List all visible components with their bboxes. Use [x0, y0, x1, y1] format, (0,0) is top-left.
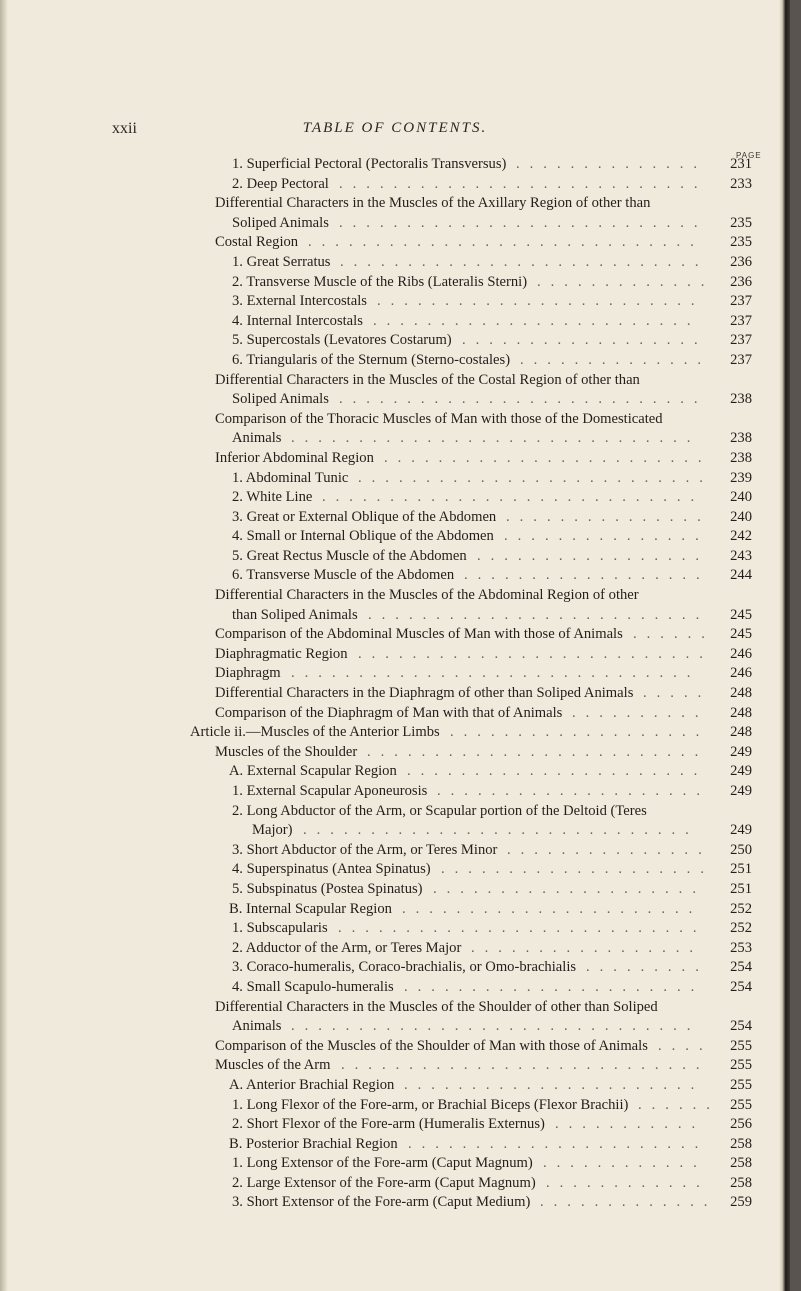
- toc-entry-page: 245: [730, 626, 752, 643]
- toc-entry-title: Comparison of the Abdominal Muscles of Man with those of Animals: [215, 626, 623, 643]
- toc-entry: [0, 391, 790, 411]
- toc-entry: [0, 1175, 790, 1195]
- toc-entry: [0, 979, 790, 999]
- toc-entry-title: Differential Characters in the Muscles of the Axillary Region of other than: [215, 195, 651, 212]
- table-of-contents: [0, 156, 790, 1214]
- leader-dots: .............: [540, 1194, 718, 1211]
- toc-entry: [0, 1038, 790, 1058]
- toc-entry: [0, 450, 790, 470]
- toc-entry: [0, 195, 790, 215]
- toc-entry-title: 5. Supercostals (Levatores Costarum): [232, 332, 452, 349]
- leader-dots: ......................: [407, 763, 708, 780]
- toc-entry: [0, 724, 790, 744]
- leader-dots: ......................: [402, 900, 703, 917]
- toc-entry: [0, 509, 790, 529]
- toc-entry-title: Inferior Abdominal Region: [215, 449, 374, 466]
- leader-dots: ..........: [572, 704, 709, 721]
- running-title: TABLE OF CONTENTS.: [302, 120, 488, 136]
- toc-entry-title: 3. Great or External Oblique of the Abdomen: [232, 508, 497, 525]
- leader-dots: .................: [471, 939, 704, 956]
- toc-entry-title: 2. Large Extensor of the Fore-arm (Caput Magnum): [232, 1174, 536, 1191]
- toc-entry-page: 237: [730, 293, 752, 310]
- toc-entry: [0, 1077, 790, 1097]
- toc-entry-title: 2. White Line: [232, 489, 313, 506]
- toc-entry-page: 238: [730, 449, 752, 466]
- leader-dots: ..............................: [291, 430, 701, 447]
- leader-dots: ......: [638, 1096, 720, 1113]
- toc-entry-title: 1. Abdominal Tunic: [232, 469, 349, 486]
- toc-entry-page: 258: [730, 1174, 752, 1191]
- toc-entry-title: 1. Great Serratus: [232, 253, 331, 270]
- leader-dots: ..............................: [291, 665, 701, 682]
- toc-entry-title: Muscles of the Shoulder: [215, 743, 358, 760]
- toc-entry: [0, 352, 790, 372]
- toc-entry-page: 240: [730, 508, 752, 525]
- toc-entry-page: 236: [730, 273, 752, 290]
- toc-entry-page: 255: [730, 1037, 752, 1054]
- leader-dots: ....: [658, 1037, 713, 1054]
- toc-entry-title: 4. Small Scapulo-humeralis: [232, 978, 394, 995]
- toc-entry-title: 5. Subspinatus (Postea Spinatus): [232, 880, 423, 897]
- toc-entry-page: 235: [730, 234, 752, 251]
- toc-entry-page: 246: [730, 645, 752, 662]
- toc-entry-title: Animals: [232, 1018, 282, 1035]
- toc-entry-page: 239: [730, 469, 752, 486]
- toc-entry-title: Differential Characters in the Muscles of the Abdominal Region of other: [215, 587, 639, 604]
- leader-dots: .............................: [303, 822, 699, 839]
- toc-entry-page: 255: [730, 1057, 752, 1074]
- leader-dots: ............: [543, 1155, 707, 1172]
- leader-dots: ...............: [507, 841, 712, 858]
- toc-entry-page: 237: [730, 332, 752, 349]
- toc-entry-title: 5. Great Rectus Muscle of the Abdomen: [232, 547, 467, 564]
- toc-entry: [0, 430, 790, 450]
- toc-entry-page: 258: [730, 1155, 752, 1172]
- leader-dots: ............................: [322, 489, 705, 506]
- leader-dots: ............: [546, 1174, 710, 1191]
- toc-entry-page: 246: [730, 665, 752, 682]
- toc-entry: [0, 665, 790, 685]
- toc-entry: [0, 411, 790, 431]
- toc-entry-page: 250: [730, 841, 752, 858]
- toc-entry: [0, 1155, 790, 1175]
- toc-entry-page: 254: [730, 959, 752, 976]
- leader-dots: ......................: [408, 1135, 709, 1152]
- toc-entry-page: 238: [730, 430, 752, 447]
- toc-entry-title: 4. Superspinatus (Antea Spinatus): [232, 861, 431, 878]
- toc-entry-title: 1. Long Flexor of the Fore-arm, or Brachial Biceps (Flexor Brachii): [232, 1096, 629, 1113]
- toc-entry-page: 254: [730, 978, 752, 995]
- toc-entry: [0, 1018, 790, 1038]
- leader-dots: ..............: [520, 351, 712, 368]
- toc-entry-title: B. Posterior Brachial Region: [229, 1135, 398, 1152]
- toc-entry: [0, 548, 790, 568]
- toc-entry-page: 238: [730, 391, 752, 408]
- toc-entry: [0, 705, 790, 725]
- leader-dots: ...........................: [341, 1057, 710, 1074]
- leader-dots: ........................: [373, 312, 701, 329]
- leader-dots: ...........: [555, 1116, 706, 1133]
- leader-dots: ...........................: [339, 175, 708, 192]
- toc-entry-title: 4. Small or Internal Oblique of the Abdomen: [232, 528, 494, 545]
- toc-entry: [0, 744, 790, 764]
- toc-entry-title: A. External Scapular Region: [229, 763, 397, 780]
- toc-entry-title: Differential Characters in the Muscles of the Costal Region of other than: [215, 371, 640, 388]
- toc-entry-title: 3. Short Extensor of the Fore-arm (Caput Medium): [232, 1194, 531, 1211]
- leader-dots: ..............................: [291, 1018, 701, 1035]
- toc-entry: [0, 646, 790, 666]
- toc-entry-page: 236: [730, 253, 752, 270]
- leader-dots: ......................: [404, 978, 705, 995]
- toc-entry: [0, 607, 790, 627]
- toc-entry: [0, 156, 790, 176]
- leader-dots: .........................: [368, 606, 710, 623]
- toc-entry-title: B. Internal Scapular Region: [229, 900, 392, 917]
- leader-dots: ......................: [404, 1076, 705, 1093]
- toc-entry-page: 249: [730, 783, 752, 799]
- leader-dots: ..........................: [358, 469, 713, 486]
- toc-entry-page: 253: [730, 939, 752, 956]
- toc-entry-page: 245: [730, 606, 752, 623]
- toc-entry: [0, 528, 790, 548]
- leader-dots: .........................: [367, 743, 709, 760]
- toc-entry-title: 6. Triangularis of the Sternum (Sterno-costales): [232, 351, 511, 368]
- toc-entry-page: 240: [730, 489, 752, 506]
- toc-entry: [0, 489, 790, 509]
- toc-entry-title: 3. Short Abductor of the Arm, or Teres Minor: [232, 841, 498, 858]
- toc-entry: [0, 920, 790, 940]
- toc-entry: [0, 176, 790, 196]
- running-header: [0, 120, 790, 144]
- toc-entry-title: 2. Transverse Muscle of the Ribs (Lateralis Sterni): [232, 273, 528, 290]
- toc-entry-title: 2. Adductor of the Arm, or Teres Major: [232, 939, 462, 956]
- toc-entry-title: 2. Long Abductor of the Arm, or Scapular portion of the Deltoid (Teres: [232, 802, 647, 819]
- toc-entry-page: 237: [730, 351, 752, 368]
- toc-entry: [0, 587, 790, 607]
- toc-entry-title: than Soliped Animals: [232, 606, 358, 623]
- toc-entry-title: Article ii.—Muscles of the Anterior Limbs: [190, 724, 440, 741]
- toc-entry: [0, 783, 790, 803]
- toc-entry-page: 237: [730, 312, 752, 329]
- toc-entry: [0, 901, 790, 921]
- toc-entry-page: 243: [730, 547, 752, 564]
- toc-entry-page: 258: [730, 1135, 752, 1152]
- toc-entry-page: 248: [730, 685, 752, 702]
- toc-entry-page: 249: [730, 743, 752, 760]
- leader-dots: .................: [477, 547, 710, 564]
- toc-entry-page: 252: [730, 900, 752, 917]
- toc-entry: [0, 803, 790, 823]
- leader-dots: ..................: [462, 332, 708, 349]
- toc-entry-title: Soliped Animals: [232, 214, 329, 231]
- leader-dots: ..........................: [358, 645, 713, 662]
- toc-entry-title: 1. Long Extensor of the Fore-arm (Caput Magnum): [232, 1155, 533, 1172]
- toc-entry: [0, 861, 790, 881]
- toc-entry-page: 248: [730, 724, 752, 741]
- leader-dots: ..................: [464, 567, 710, 584]
- toc-entry: [0, 1057, 790, 1077]
- toc-entry: [0, 215, 790, 235]
- toc-entry: [0, 763, 790, 783]
- leader-dots: ...................: [450, 724, 710, 741]
- leader-dots: ..............: [516, 156, 708, 172]
- toc-entry-page: 235: [730, 214, 752, 231]
- toc-entry: [0, 274, 790, 294]
- leader-dots: .....: [643, 685, 712, 702]
- toc-entry-title: Diaphragmatic Region: [215, 645, 348, 662]
- toc-entry-title: Major): [252, 822, 293, 839]
- leader-dots: ......: [633, 626, 715, 643]
- toc-entry: [0, 567, 790, 587]
- toc-entry: [0, 842, 790, 862]
- toc-entry: [0, 940, 790, 960]
- toc-entry-page: 251: [730, 861, 752, 878]
- leader-dots: ....................: [437, 783, 710, 799]
- toc-entry-page: 244: [730, 567, 752, 584]
- toc-entry-page: 256: [730, 1116, 752, 1133]
- toc-entry-page: 231: [730, 156, 752, 172]
- toc-entry: [0, 470, 790, 490]
- toc-entry-title: 3. Coraco-humeralis, Coraco-brachialis, or Omo-brachialis: [232, 959, 577, 976]
- toc-entry-title: 6. Transverse Muscle of the Abdomen: [232, 567, 455, 584]
- toc-entry: [0, 234, 790, 254]
- toc-entry: [0, 959, 790, 979]
- toc-entry-page: 249: [730, 763, 752, 780]
- toc-entry: [0, 685, 790, 705]
- toc-entry: [0, 1136, 790, 1156]
- toc-entry-page: 252: [730, 920, 752, 937]
- toc-entry-title: Soliped Animals: [232, 391, 329, 408]
- toc-entry-title: Comparison of the Muscles of the Shoulder of Man with those of Animals: [215, 1037, 648, 1054]
- toc-entry-title: Muscles of the Arm: [215, 1057, 331, 1074]
- toc-entry: [0, 1097, 790, 1117]
- leader-dots: .............: [537, 273, 715, 290]
- toc-entry-title: 4. Internal Intercostals: [232, 312, 363, 329]
- toc-entry-title: Comparison of the Diaphragm of Man with that of Animals: [215, 704, 563, 721]
- toc-entry-title: Costal Region: [215, 234, 299, 251]
- leader-dots: ........................: [377, 293, 705, 310]
- toc-entry: [0, 881, 790, 901]
- toc-entry-page: 255: [730, 1076, 752, 1093]
- toc-entry: [0, 254, 790, 274]
- toc-entry-title: Diaphragm: [215, 665, 281, 682]
- page-folio: xxii: [112, 120, 137, 137]
- toc-entry-page: 248: [730, 704, 752, 721]
- toc-entry: [0, 626, 790, 646]
- toc-entry-title: Comparison of the Thoracic Muscles of Man with those of the Domesticated: [215, 410, 663, 427]
- toc-entry: [0, 372, 790, 392]
- leader-dots: ........................: [384, 449, 712, 466]
- toc-entry: [0, 1116, 790, 1136]
- toc-entry-page: 249: [730, 822, 752, 839]
- toc-entry-page: 233: [730, 175, 752, 192]
- leader-dots: ...........................: [338, 920, 707, 937]
- toc-entry-page: 255: [730, 1096, 752, 1113]
- toc-entry-title: 1. External Scapular Aponeurosis: [232, 783, 428, 799]
- toc-entry: [0, 822, 790, 842]
- toc-entry-title: 2. Short Flexor of the Fore-arm (Humeralis Externus): [232, 1116, 545, 1133]
- toc-entry-page: 254: [730, 1018, 752, 1035]
- leader-dots: ...........................: [340, 253, 709, 270]
- toc-entry-page: 251: [730, 880, 752, 897]
- leader-dots: ....................: [433, 880, 706, 897]
- toc-entry-title: 3. External Intercostals: [232, 293, 367, 310]
- toc-entry: [0, 1194, 790, 1214]
- page-column-label: PAGE: [736, 151, 762, 160]
- toc-entry-title: A. Anterior Brachial Region: [229, 1076, 395, 1093]
- leader-dots: .........: [586, 959, 709, 976]
- leader-dots: ....................: [441, 861, 714, 878]
- toc-entry-title: 1. Subscapularis: [232, 920, 328, 937]
- toc-entry-page: 242: [730, 528, 752, 545]
- leader-dots: ...............: [504, 528, 709, 545]
- toc-entry-title: Differential Characters in the Muscles of the Shoulder of other than Soliped: [215, 998, 658, 1015]
- toc-entry-title: 2. Deep Pectoral: [232, 175, 329, 192]
- toc-entry-page: 259: [730, 1194, 752, 1211]
- toc-entry-title: Animals: [232, 430, 282, 447]
- toc-entry-title: Differential Characters in the Diaphragm of other than Soliped Animals: [215, 685, 634, 702]
- leader-dots: ...........................: [339, 214, 708, 231]
- toc-entry: [0, 293, 790, 313]
- toc-entry: [0, 332, 790, 352]
- leader-dots: .............................: [308, 234, 704, 251]
- toc-entry-title: 1. Superficial Pectoral (Pectoralis Transversus): [232, 156, 507, 172]
- leader-dots: ...............: [506, 508, 711, 525]
- toc-entry: [0, 313, 790, 333]
- leader-dots: ...........................: [339, 391, 708, 408]
- toc-entry: [0, 999, 790, 1019]
